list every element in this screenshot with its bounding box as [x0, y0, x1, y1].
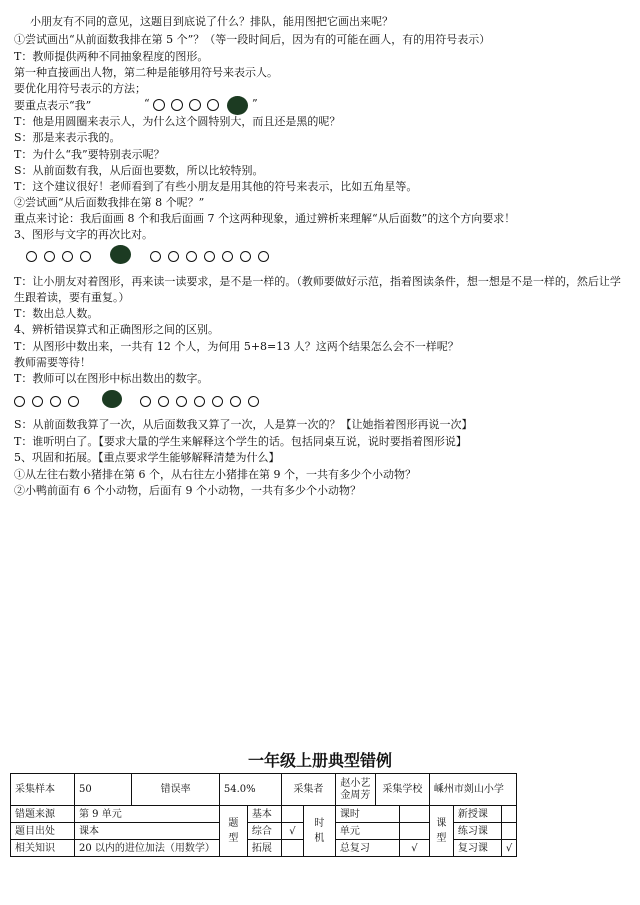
- sample-value: 50: [75, 774, 132, 806]
- text-line-21: S：从前面数我算了一次，从后面数我又算了一次，人是算一次的？【让她指着图形再说一次】: [14, 418, 473, 431]
- text-line-9: T：为什么“我”要特别表示呢？: [14, 148, 165, 161]
- error-rate-label: 错误率: [132, 774, 219, 806]
- table-title: 一年级上册典型错例: [247, 751, 392, 770]
- circle-mark: [212, 396, 223, 407]
- circle-mark: [14, 396, 25, 407]
- circle-mark: [186, 251, 197, 262]
- circle-mark: [171, 99, 183, 111]
- text-line-17: 4、辨析错误算式和正确图形之间的区别。: [14, 323, 219, 336]
- text-line-16: T：数出总人数。: [14, 307, 99, 320]
- lesson-check: [501, 823, 516, 840]
- timing-option: 单元: [335, 823, 399, 840]
- lesson-option: 新授课: [453, 806, 501, 823]
- circle-mark: [153, 99, 165, 111]
- circle-mark: [140, 396, 151, 407]
- quote-close: ”: [252, 97, 258, 110]
- type-option: 基本: [247, 806, 281, 823]
- type-label: 题型: [219, 806, 247, 857]
- collector-label: 采集者: [281, 774, 335, 806]
- text-line-23: 5、巩固和拓展。【重点要求学生能够解释清楚为什么】: [14, 451, 280, 464]
- knowledge-value: 20 以内的进位加法（用数学）: [75, 840, 220, 857]
- text-line-6: 要重点表示“我”: [14, 99, 92, 112]
- text-line-19: 教师需要等待！: [14, 356, 91, 369]
- circle-mark: [258, 251, 269, 262]
- text-line-8: S：那是来表示我的。: [14, 131, 121, 144]
- text-line-13: 重点来讨论：我后面画 8 个和我后面画 7 个这两种现象，通过辨析来理解“从后面数”的这个方向要求！: [14, 212, 516, 225]
- text-line-15: T：让小朋友对着图形，再来读一读要求，是不是一样的。（教师要做好示范，指着图读条件，想一想是不是一样的，然后让学生跟着读，要有重复。）: [14, 275, 621, 304]
- circle-mark: [50, 396, 61, 407]
- source-label: 错题来源: [11, 806, 75, 823]
- circle-mark: [68, 396, 79, 407]
- text-line-10: S：从前面数有我，从后面也要数，所以比较特别。: [14, 164, 264, 177]
- circle-mark: [222, 251, 233, 262]
- circle-mark: [189, 99, 201, 111]
- circle-diagram-3: [0, 389, 300, 411]
- type-check: [281, 840, 303, 857]
- text-line-14: 3、图形与文字的再次比对。: [14, 228, 153, 241]
- text-line-22: T：谁听明白了。【要求大量的学生来解释这个学生的话。包括同桌互说，说时要指着图形说】: [14, 435, 467, 448]
- origin-label: 题目出处: [11, 823, 75, 840]
- lesson-label: 课型: [429, 806, 453, 857]
- lesson-option: 练习课: [453, 823, 501, 840]
- lesson-check: √: [501, 840, 516, 857]
- text-line-25: ②小鸭前面有 6 个小动物，后面有 9 个小动物，一共有多少个小动物？: [14, 484, 361, 497]
- timing-check: √: [399, 840, 429, 857]
- origin-value: 课本: [75, 823, 220, 840]
- circle-mark: [158, 396, 169, 407]
- quote-open: “: [144, 97, 150, 110]
- error-case-table: [10, 773, 517, 857]
- circle-mark: [26, 251, 37, 262]
- text-line-5: 要优化用符号表示的方法；: [14, 82, 146, 95]
- text-line-18: T：从图形中数出来，一共有 12 个人，为何用 5+8=13 人？这两个结果怎么会不一样呢？: [14, 340, 459, 353]
- timing-check: [399, 806, 429, 823]
- school-value: 嵊州市剡山小学: [429, 774, 516, 806]
- text-line-3: T：教师提供两种不同抽象程度的图形。: [14, 50, 209, 63]
- timing-label: 时机: [303, 806, 335, 857]
- timing-option: 课时: [335, 806, 399, 823]
- text-line-11: T：这个建议很好！老师看到了有些小朋友是用其他的符号来表示，比如五角星等。: [14, 180, 418, 193]
- text-line-20: T：教师可以在图形中标出数出的数字。: [14, 372, 209, 385]
- circle-mark: [32, 396, 43, 407]
- type-check: √: [281, 823, 303, 840]
- circle-mark: [248, 396, 259, 407]
- me-dot-mark: [102, 390, 122, 408]
- sample-label: 采集样本: [11, 774, 75, 806]
- collector-value: 赵小艺 金周芳: [335, 774, 375, 806]
- circle-mark: [168, 251, 179, 262]
- circle-mark: [194, 396, 205, 407]
- circle-mark: [240, 251, 251, 262]
- text-line-1: 小朋友有不同的意见，这题目到底说了什么？排队，能用图把它画出来呢？: [30, 15, 393, 28]
- circle-mark: [80, 251, 91, 262]
- text-line-4: 第一种直接画出人物，第二种是能够用符号来表示人。: [14, 66, 278, 79]
- timing-option: 总复习: [335, 840, 399, 857]
- text-line-12: ②尝试画“从后面数我排在第 8 个呢？”: [14, 196, 205, 209]
- circle-mark: [62, 251, 73, 262]
- me-dot-mark: [110, 245, 131, 264]
- type-check: [281, 806, 303, 823]
- type-option: 拓展: [247, 840, 281, 857]
- text-line-2: ①尝试画出“从前面数我排在第 5 个”？（等一段时间后，因为有的可能在画人，有的用符号表示）: [14, 33, 491, 46]
- text-line-24: ①从左往右数小猪排在第 6 个，从右往左小猪排在第 9 个，一共有多少个小动物？: [14, 468, 416, 481]
- circle-mark: [176, 396, 187, 407]
- knowledge-label: 相关知识: [11, 840, 75, 857]
- lesson-option: 复习课: [453, 840, 501, 857]
- lesson-check: [501, 806, 516, 823]
- text-line-7: T：他是用圆圈来表示人，为什么这个圆特别大，而且还是黑的呢？: [14, 115, 341, 128]
- me-dot-mark: [227, 96, 248, 115]
- type-option: 综合: [247, 823, 281, 840]
- source-value: 第 9 单元: [75, 806, 220, 823]
- error-rate-value: 54.0%: [219, 774, 281, 806]
- circle-mark: [150, 251, 161, 262]
- circle-mark: [230, 396, 241, 407]
- circle-mark: [204, 251, 215, 262]
- circle-diagram-2: [0, 244, 300, 266]
- timing-check: [399, 823, 429, 840]
- circle-mark: [44, 251, 55, 262]
- circle-mark: [207, 99, 219, 111]
- school-label: 采集学校: [375, 774, 429, 806]
